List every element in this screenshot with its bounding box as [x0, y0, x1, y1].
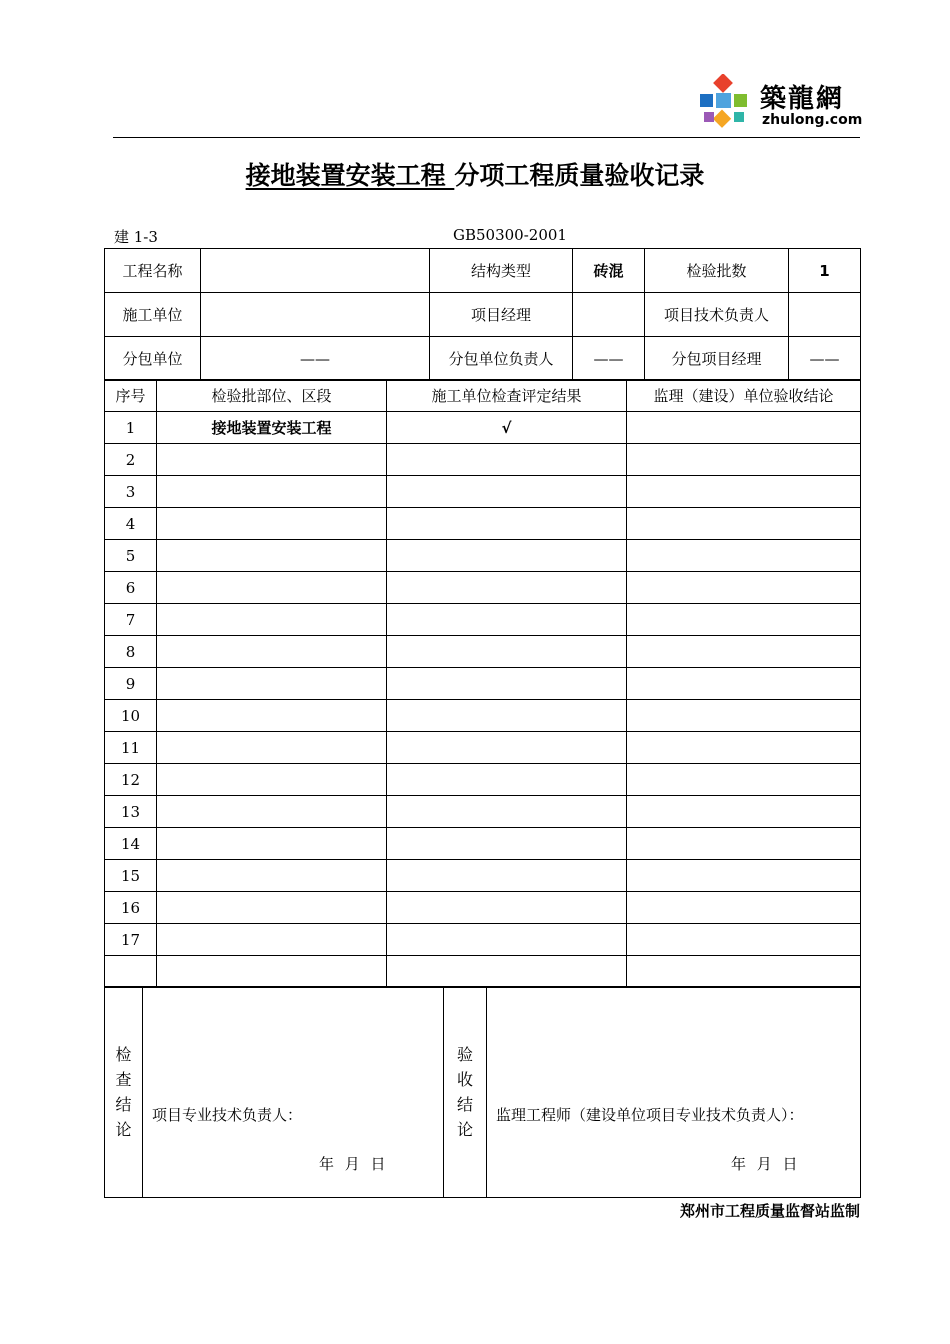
label-structure-type: 结构类型: [430, 249, 573, 293]
value-batch-count[interactable]: 1: [789, 249, 861, 293]
item-row: [105, 700, 861, 732]
accept-signer-label: 监理工程师（建设单位项目专业技术负责人）：: [496, 1106, 804, 1124]
label-sub-project-manager: 分包项目经理: [645, 337, 789, 381]
item-result[interactable]: [387, 796, 627, 828]
item-conclusion[interactable]: [627, 412, 861, 444]
item-row: [105, 412, 861, 444]
item-part[interactable]: [157, 764, 387, 796]
item-result[interactable]: √: [387, 412, 627, 444]
item-part[interactable]: [157, 924, 387, 956]
item-no: 2: [105, 444, 157, 476]
form-code: 建 1-3: [114, 228, 158, 246]
item-result[interactable]: [387, 732, 627, 764]
item-no: 17: [105, 924, 157, 956]
project-info-table: [104, 248, 861, 381]
check-conclusion-cell[interactable]: [143, 987, 444, 1198]
logo-name-cn: 築龍網: [760, 84, 845, 114]
accept-conclusion-cell[interactable]: [487, 987, 861, 1198]
header-conclusion: 监理（建设）单位验收结论: [627, 380, 861, 412]
item-result[interactable]: [387, 604, 627, 636]
item-result[interactable]: [387, 764, 627, 796]
page-title: [0, 156, 950, 192]
value-project-name[interactable]: [201, 249, 430, 293]
value-sub-project-manager[interactable]: ——: [789, 337, 861, 381]
item-conclusion[interactable]: [627, 828, 861, 860]
label-subcontractor: 分包单位: [105, 337, 201, 381]
info-row: [105, 293, 861, 337]
label-batch-count: 检验批数: [645, 249, 789, 293]
item-conclusion[interactable]: [627, 572, 861, 604]
item-result[interactable]: [387, 860, 627, 892]
value-structure-type[interactable]: 砖混: [573, 249, 645, 293]
item-row: [105, 604, 861, 636]
item-result[interactable]: [387, 636, 627, 668]
item-result[interactable]: [387, 956, 627, 988]
item-conclusion[interactable]: [627, 924, 861, 956]
label-tech-lead: 项目技术负责人: [645, 293, 789, 337]
item-conclusion[interactable]: [627, 444, 861, 476]
item-no: 12: [105, 764, 157, 796]
value-project-manager[interactable]: [573, 293, 645, 337]
signature-row: [105, 987, 861, 1198]
item-row: [105, 508, 861, 540]
item-no: 5: [105, 540, 157, 572]
value-subcontractor-lead[interactable]: ——: [573, 337, 645, 381]
item-conclusion[interactable]: [627, 668, 861, 700]
item-part[interactable]: [157, 572, 387, 604]
item-part[interactable]: [157, 860, 387, 892]
item-row: [105, 444, 861, 476]
item-part[interactable]: [157, 732, 387, 764]
item-result[interactable]: [387, 924, 627, 956]
inspection-items-table: [104, 379, 861, 988]
item-row: [105, 924, 861, 956]
item-part[interactable]: [157, 476, 387, 508]
item-part[interactable]: [157, 444, 387, 476]
item-part[interactable]: [157, 700, 387, 732]
item-part[interactable]: [157, 892, 387, 924]
header-part: 检验批部位、区段: [157, 380, 387, 412]
logo-name-en: zhulong.com: [762, 112, 863, 128]
item-no: 10: [105, 700, 157, 732]
check-date: 年 月 日: [319, 1155, 386, 1173]
item-no: 11: [105, 732, 157, 764]
value-tech-lead[interactable]: [789, 293, 861, 337]
item-no: 15: [105, 860, 157, 892]
item-part[interactable]: [157, 508, 387, 540]
item-no: 3: [105, 476, 157, 508]
title-project: 接地装置安装工程: [245, 161, 455, 190]
item-conclusion[interactable]: [627, 476, 861, 508]
item-part[interactable]: [157, 604, 387, 636]
item-no: 9: [105, 668, 157, 700]
signature-table: [104, 986, 861, 1198]
item-conclusion[interactable]: [627, 796, 861, 828]
item-result[interactable]: [387, 444, 627, 476]
item-row: [105, 540, 861, 572]
item-part[interactable]: 接地装置安装工程: [157, 412, 387, 444]
item-row: [105, 860, 861, 892]
item-conclusion[interactable]: [627, 508, 861, 540]
item-row: [105, 668, 861, 700]
item-result[interactable]: [387, 700, 627, 732]
item-no: [105, 956, 157, 988]
standard-code: GB50300-2001: [453, 226, 567, 244]
item-row: [105, 764, 861, 796]
item-no: 14: [105, 828, 157, 860]
accept-conclusion-heading: 验 收 结 论: [444, 987, 487, 1198]
item-row: [105, 476, 861, 508]
label-project-manager: 项目经理: [430, 293, 573, 337]
info-row: [105, 337, 861, 381]
check-signer-label: 项目专业技术负责人：: [152, 1106, 303, 1124]
item-conclusion[interactable]: [627, 764, 861, 796]
item-result[interactable]: [387, 540, 627, 572]
item-row: [105, 572, 861, 604]
item-conclusion[interactable]: [627, 604, 861, 636]
item-result[interactable]: [387, 572, 627, 604]
value-subcontractor[interactable]: ——: [201, 337, 430, 381]
check-conclusion-heading: 检 查 结 论: [105, 987, 143, 1198]
item-no: 8: [105, 636, 157, 668]
item-part[interactable]: [157, 796, 387, 828]
header-no: 序号: [105, 380, 157, 412]
item-result[interactable]: [387, 828, 627, 860]
item-conclusion[interactable]: [627, 540, 861, 572]
label-project-name: 工程名称: [105, 249, 201, 293]
item-row: [105, 828, 861, 860]
item-part[interactable]: [157, 668, 387, 700]
accept-date: 年 月 日: [731, 1155, 798, 1173]
item-no: 13: [105, 796, 157, 828]
item-conclusion[interactable]: [627, 636, 861, 668]
zhulong-logo: [694, 74, 863, 132]
item-no: 4: [105, 508, 157, 540]
item-no: 1: [105, 412, 157, 444]
item-row: [105, 956, 861, 988]
item-result[interactable]: [387, 892, 627, 924]
label-subcontractor-lead: 分包单位负责人: [430, 337, 573, 381]
item-conclusion[interactable]: [627, 860, 861, 892]
item-part[interactable]: [157, 828, 387, 860]
item-conclusion[interactable]: [627, 732, 861, 764]
item-row: [105, 892, 861, 924]
title-rest: 分项工程质量验收记录: [454, 161, 705, 190]
item-row: [105, 636, 861, 668]
item-conclusion[interactable]: [627, 892, 861, 924]
value-contractor[interactable]: [201, 293, 430, 337]
item-part[interactable]: [157, 540, 387, 572]
item-conclusion[interactable]: [627, 956, 861, 988]
item-result[interactable]: [387, 476, 627, 508]
item-no: 7: [105, 604, 157, 636]
item-result[interactable]: [387, 668, 627, 700]
label-contractor: 施工单位: [105, 293, 201, 337]
item-no: 16: [105, 892, 157, 924]
zhulong-logo-mark-icon: [694, 74, 756, 132]
item-row: [105, 796, 861, 828]
header-result: 施工单位检查评定结果: [387, 380, 627, 412]
item-row: [105, 732, 861, 764]
item-part[interactable]: [157, 956, 387, 988]
items-header-row: [105, 380, 861, 412]
item-no: 6: [105, 572, 157, 604]
header-rule: [113, 137, 860, 138]
item-part[interactable]: [157, 636, 387, 668]
item-result[interactable]: [387, 508, 627, 540]
item-conclusion[interactable]: [627, 700, 861, 732]
footer-issuer: 郑州市工程质量监督站监制: [679, 1202, 860, 1220]
info-row: [105, 249, 861, 293]
